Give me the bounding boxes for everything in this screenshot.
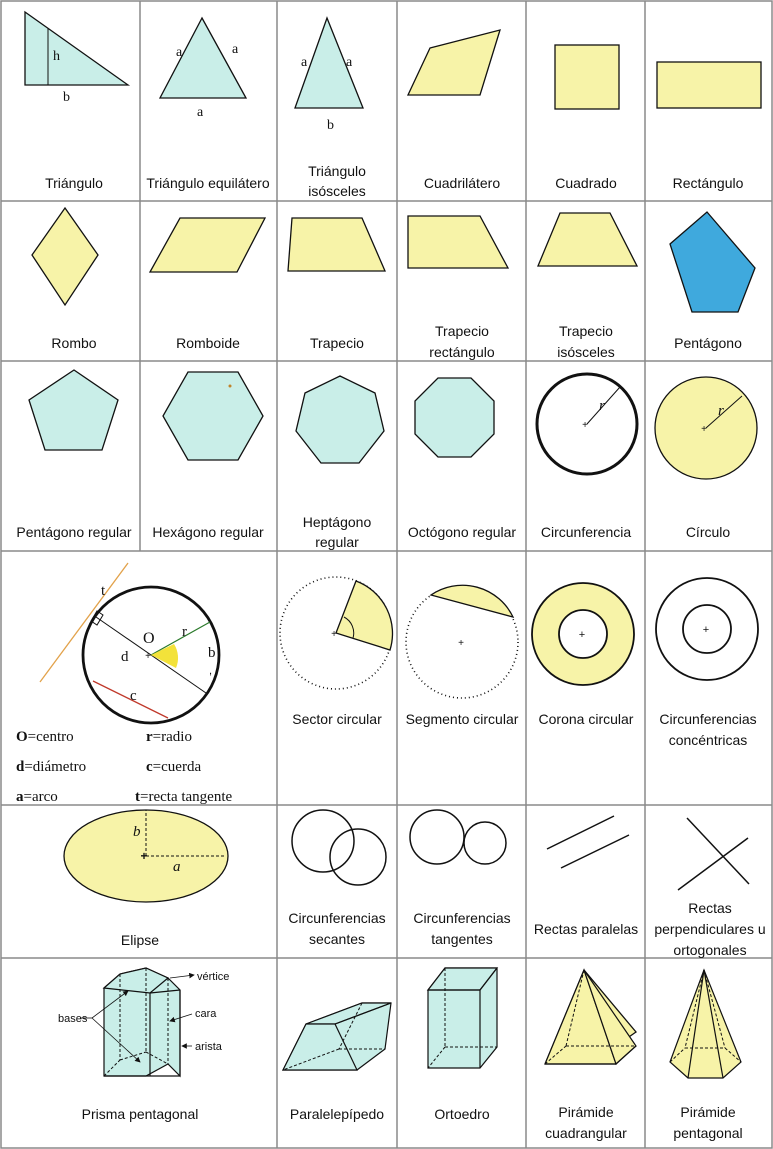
cell-circunferencias-tangentes xyxy=(410,810,511,947)
label-rectangulo: Rectángulo xyxy=(672,175,744,191)
label-circunferencias-tangentes-2: tangentes xyxy=(431,931,493,947)
label-cuadrado: Cuadrado xyxy=(555,175,617,191)
legend-r: r=radio xyxy=(146,729,192,745)
svg-text:r: r xyxy=(718,403,724,419)
cell-triangulo-isosceles xyxy=(295,18,366,199)
cell-ortoedro xyxy=(428,968,497,1122)
svg-text:a: a xyxy=(197,105,204,120)
legend-d: d=diámetro xyxy=(16,759,87,775)
label-piramide-pentagonal-1: Pirámide xyxy=(680,1104,736,1120)
legend-c: c=cuerda xyxy=(146,759,202,775)
cell-triangulo-equilatero xyxy=(146,18,269,191)
prism-label-vertice: vértice xyxy=(197,971,230,983)
prism-label-bases: bases xyxy=(58,1013,88,1025)
cell-cuadrilatero xyxy=(408,30,500,191)
mark-t: t xyxy=(101,583,106,599)
cell-rectas-perpendiculares xyxy=(654,818,765,958)
label-hexagono-regular: Hexágono regular xyxy=(152,524,264,540)
mark-d: d xyxy=(121,649,129,665)
label-corona-circular: Corona circular xyxy=(538,711,634,727)
label-trapecio-rectangulo-1: Trapecio xyxy=(435,323,489,339)
label-romboide: Romboide xyxy=(176,335,240,351)
label-rectas-perpendiculares-3: ortogonales xyxy=(673,942,747,958)
label-rectas-perpendiculares-2: perpendiculares u xyxy=(654,921,766,937)
label-prisma-pentagonal: Prisma pentagonal xyxy=(81,1106,199,1122)
label-triangulo-isosceles-2: isósceles xyxy=(308,183,366,199)
legend-a: a=arco xyxy=(16,789,58,805)
label-trapecio-isosceles-2: isósceles xyxy=(557,344,615,360)
svg-text:,: , xyxy=(209,665,213,677)
svg-text:+: + xyxy=(701,424,707,435)
svg-text:+: + xyxy=(140,849,148,863)
label-circunferencias-tangentes-1: Circunferencias xyxy=(413,910,511,926)
label-piramide-pentagonal-2: pentagonal xyxy=(673,1125,743,1141)
grid-lines xyxy=(1,1,772,1148)
label-pentagono: Pentágono xyxy=(674,335,742,351)
mark-O: O xyxy=(143,630,155,647)
svg-text:+: + xyxy=(578,629,586,641)
svg-text:+: + xyxy=(582,420,588,431)
cell-corona-circular xyxy=(532,583,634,727)
label-paralelepipedo: Paralelepípedo xyxy=(289,1106,385,1122)
svg-text:r: r xyxy=(182,624,187,640)
cell-octogono-regular xyxy=(408,378,517,540)
label-trapecio-isosceles-1: Trapecio xyxy=(559,323,613,339)
cell-piramide-pentagonal xyxy=(670,970,743,1141)
cell-piramide-cuadrangular xyxy=(545,970,636,1141)
label-circunferencias-secantes-2: secantes xyxy=(308,931,366,947)
legend-t: t=recta tangente xyxy=(135,789,233,805)
cell-circunferencias-concentricas xyxy=(656,578,758,748)
label-piramide-cuadrangular-2: cuadrangular xyxy=(545,1125,627,1141)
svg-text:+: + xyxy=(702,624,710,636)
label-trapecio: Trapecio xyxy=(310,335,364,351)
prism-label-arista: arista xyxy=(195,1041,222,1053)
label-elipse: Elipse xyxy=(120,932,160,948)
label-circunferencias-concentricas-2: concéntricas xyxy=(668,732,748,748)
cell-circle-elements xyxy=(16,563,232,805)
mark-h: h xyxy=(53,49,60,64)
cell-cuadrado xyxy=(555,45,619,191)
label-heptagono-regular-1: Heptágono xyxy=(302,514,372,530)
label-circunferencia: Circunferencia xyxy=(540,524,632,540)
svg-text:+: + xyxy=(458,638,464,649)
cell-hexagono-regular xyxy=(152,372,264,540)
label-rectas-paralelas: Rectas paralelas xyxy=(533,921,639,937)
label-rectas-perpendiculares-1: Rectas xyxy=(688,900,732,916)
label-ortoedro: Ortoedro xyxy=(434,1106,490,1122)
label-rombo: Rombo xyxy=(51,335,97,351)
label-triangulo-equilatero: Triángulo equilátero xyxy=(146,175,270,191)
label-circunferencias-secantes-1: Circunferencias xyxy=(288,910,386,926)
cell-circunferencia xyxy=(537,374,637,540)
cell-pentagono xyxy=(670,212,755,351)
cell-triangulo xyxy=(25,12,128,191)
cell-circunferencias-secantes xyxy=(288,810,386,947)
label-cuadrilatero: Cuadrilátero xyxy=(423,175,501,191)
mark-a: a xyxy=(176,45,183,60)
mark-r: r xyxy=(599,398,605,414)
cell-trapecio-rectangulo xyxy=(408,216,508,360)
cell-rectangulo xyxy=(657,62,761,191)
mark-c: c xyxy=(130,688,137,704)
label-heptagono-regular-2: regular xyxy=(315,534,359,550)
label-segmento-circular: Segmento circular xyxy=(405,711,519,727)
cell-heptagono-regular xyxy=(296,376,384,550)
label-triangulo: Triángulo xyxy=(45,175,103,191)
label-octogono-regular: Octógono regular xyxy=(407,524,517,540)
cell-circulo xyxy=(655,377,757,540)
cell-pentagono-regular xyxy=(16,370,132,540)
svg-text:+: + xyxy=(331,629,337,640)
svg-text:b: b xyxy=(327,118,334,133)
label-pentagono-regular: Pentágono regular xyxy=(16,524,132,540)
svg-text:b: b xyxy=(133,824,141,840)
label-sector-circular: Sector circular xyxy=(292,711,382,727)
cell-sector-circular xyxy=(280,577,392,727)
svg-text:a: a xyxy=(301,55,308,70)
label-circulo: Círculo xyxy=(685,524,731,540)
svg-text:+: + xyxy=(145,651,151,662)
mark-b: b xyxy=(63,90,70,105)
label-circunferencias-concentricas-1: Circunferencias xyxy=(659,711,757,727)
svg-text:a: a xyxy=(346,55,353,70)
cell-trapecio-isosceles xyxy=(538,213,637,360)
label-triangulo-isosceles-1: Triángulo xyxy=(308,163,366,179)
cell-segmento-circular xyxy=(406,585,519,727)
cell-paralelepipedo xyxy=(283,1003,391,1122)
svg-text:a: a xyxy=(232,42,239,57)
cell-prisma-pentagonal xyxy=(58,968,229,1122)
svg-text:b: b xyxy=(208,645,216,661)
cell-elipse xyxy=(64,810,228,948)
cell-rombo xyxy=(32,208,98,351)
label-piramide-cuadrangular-1: Pirámide xyxy=(558,1104,614,1120)
cell-trapecio xyxy=(288,218,385,351)
cell-romboide xyxy=(150,218,265,351)
legend-O: O=centro xyxy=(16,729,74,745)
prism-label-cara: cara xyxy=(195,1008,217,1020)
cell-rectas-paralelas xyxy=(534,816,638,937)
svg-text:a: a xyxy=(173,859,181,875)
label-trapecio-rectangulo-2: rectángulo xyxy=(429,344,495,360)
